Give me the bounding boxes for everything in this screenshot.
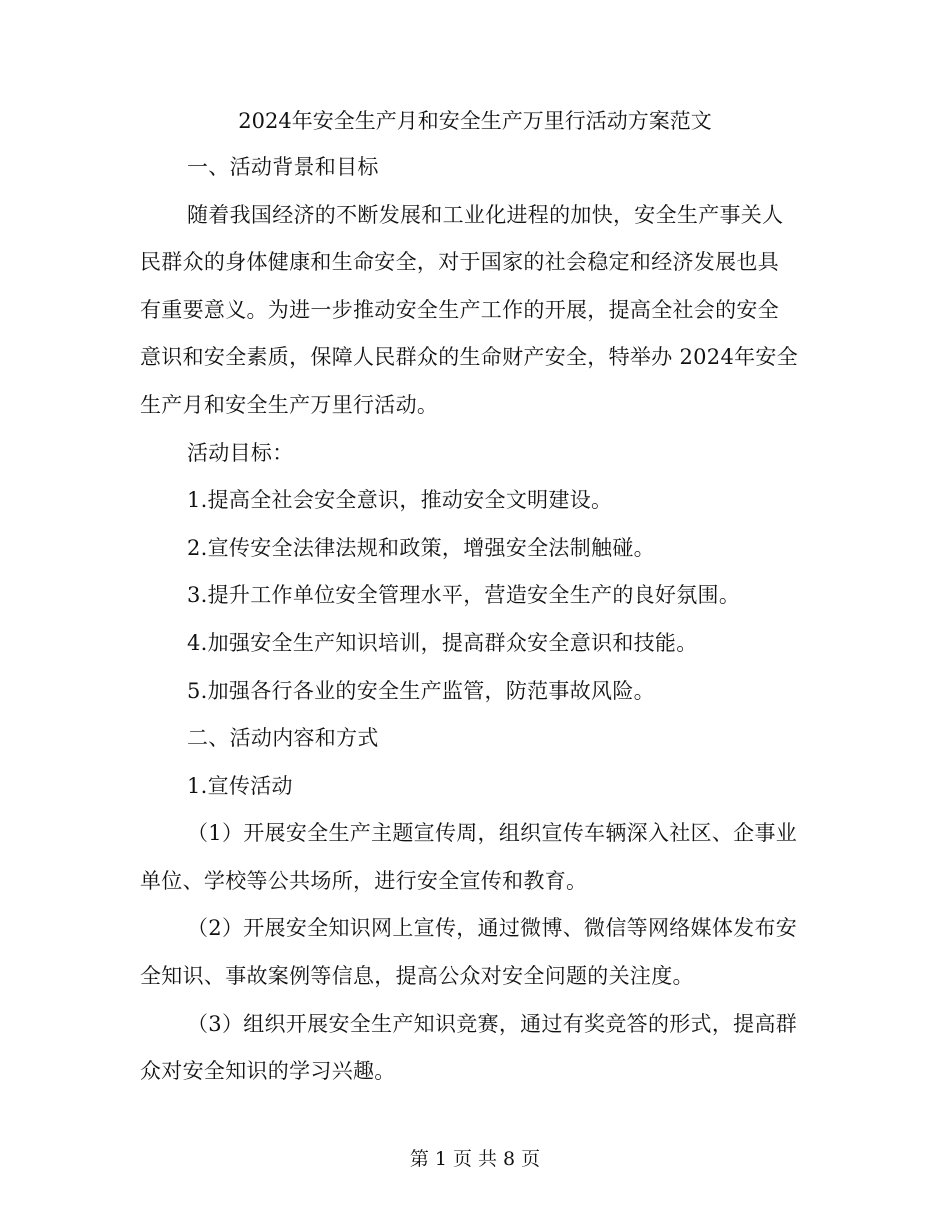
paragraph-line: 全知识、事故案例等信息，提高公众对安全问题的关注度。: [140, 964, 694, 988]
paragraph-line: 单位、学校等公共场所，进行安全宣传和教育。: [140, 869, 588, 893]
paragraph-line: 民群众的身体健康和生命安全，对于国家的社会稳定和经济发展也具: [140, 250, 779, 274]
page-number-footer: 第 1 页 共 8 页: [409, 1148, 541, 1170]
goal-item: 5.加强各行各业的安全生产监管，防范事故风险。: [187, 679, 655, 703]
document-title: 2024年安全生产月和安全生产万里行活动方案范文: [238, 109, 712, 133]
goals-label: 活动目标：: [187, 441, 294, 465]
paragraph-line: 众对安全知识的学习兴趣。: [140, 1059, 396, 1083]
paragraph-line: （3）组织开展安全生产知识竞赛，通过有奖竞答的形式，提高群: [187, 1012, 798, 1036]
subheading-publicity: 1.宣传活动: [187, 774, 293, 798]
goal-item: 2.宣传安全法律法规和政策，增强安全法制触碰。: [187, 536, 655, 560]
paragraph-line: 意识和安全素质，保障人民群众的生命财产安全，特举办 2024年安全: [140, 345, 799, 369]
section-heading-background: 一、活动背景和目标: [187, 155, 379, 179]
paragraph-line: 随着我国经济的不断发展和工业化进程的加快，安全生产事关人: [187, 203, 784, 227]
paragraph-line: （2）开展安全知识网上宣传，通过微博、微信等网络媒体发布安: [187, 916, 798, 940]
paragraph-line: （1）开展安全生产主题宣传周，组织宣传车辆深入社区、企事业: [187, 821, 798, 845]
paragraph-line: 有重要意义。为进一步推动安全生产工作的开展，提高全社会的安全: [140, 298, 779, 322]
goal-item: 3.提升工作单位安全管理水平，营造安全生产的良好氛围。: [187, 583, 741, 607]
paragraph-line: 生产月和安全生产万里行活动。: [140, 393, 439, 417]
goal-item: 4.加强安全生产知识培训，提高群众安全意识和技能。: [187, 631, 698, 655]
section-heading-content: 二、活动内容和方式: [187, 726, 379, 750]
goal-item: 1.提高全社会安全意识，推动安全文明建设。: [187, 488, 613, 512]
